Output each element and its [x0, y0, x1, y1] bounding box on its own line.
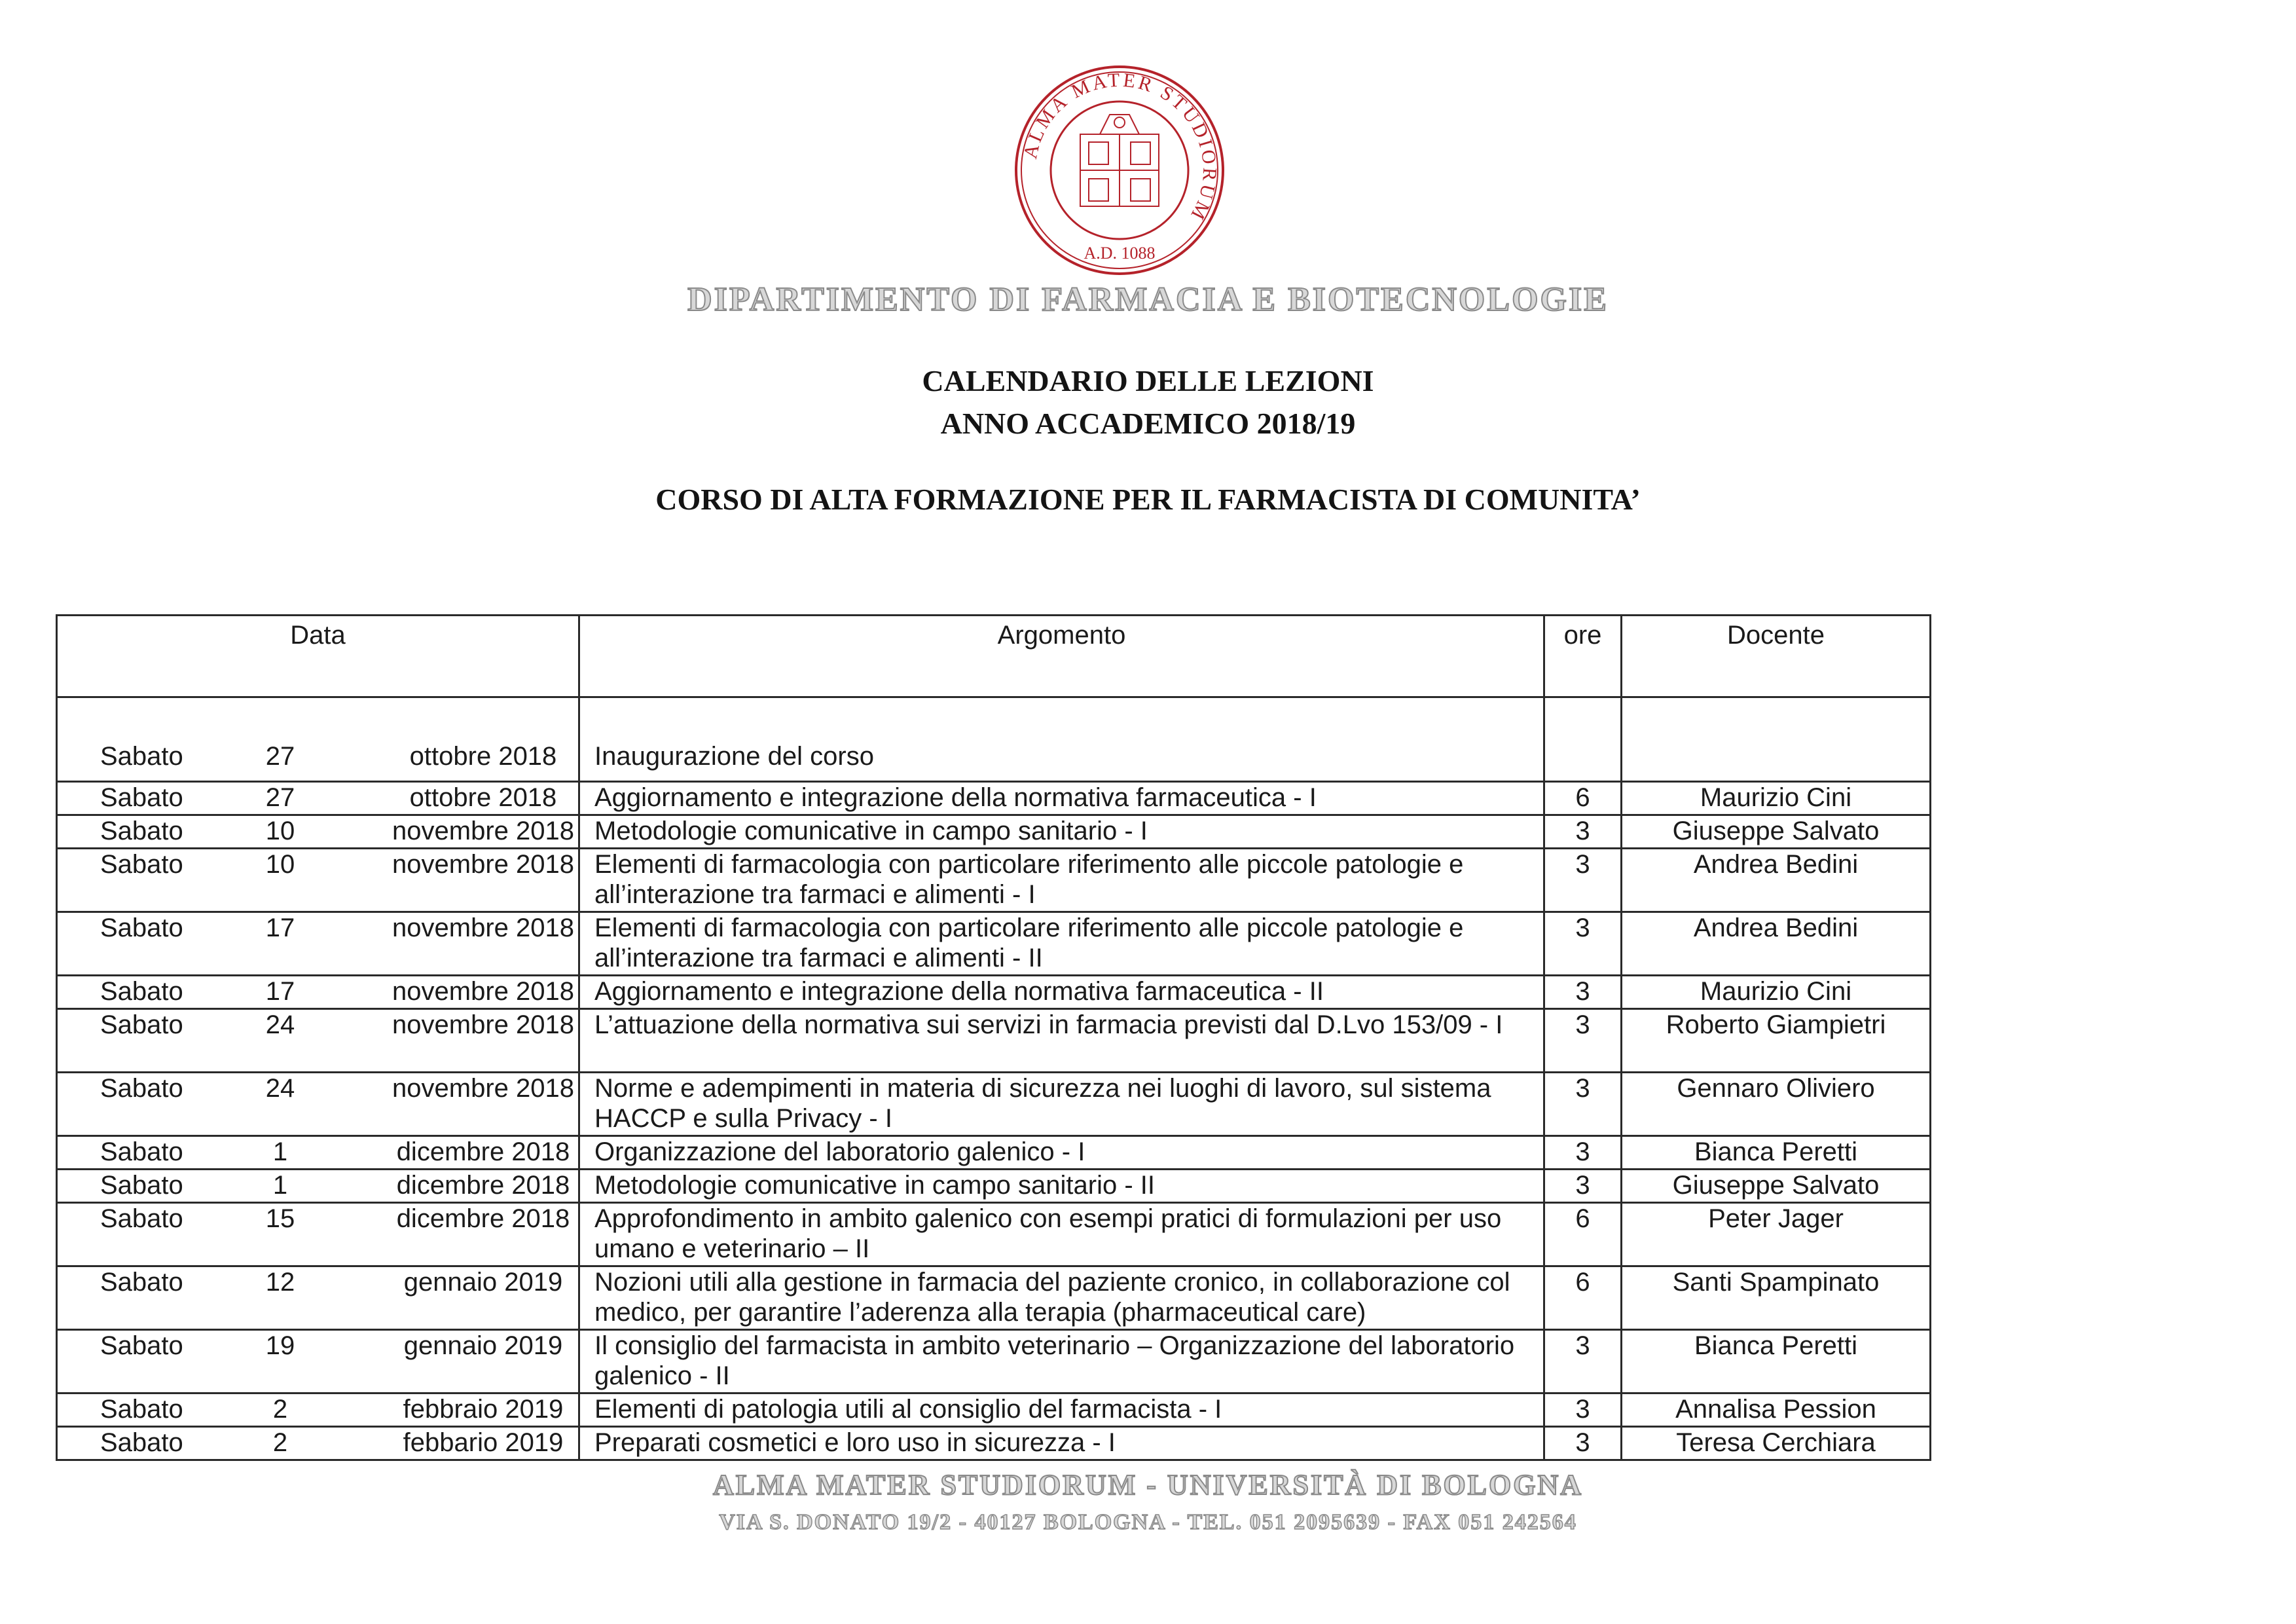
- day-number: 27: [265, 783, 295, 812]
- ore-cell: 3: [1544, 976, 1622, 1009]
- docente-cell: Giuseppe Salvato: [1622, 815, 1931, 849]
- table-row: [57, 1330, 1931, 1393]
- docente-cell: Andrea Bedini: [1622, 849, 1931, 912]
- header-ore: ore: [1544, 616, 1622, 697]
- ore-cell: 3: [1544, 815, 1622, 849]
- table-row: [57, 1136, 1931, 1170]
- month-year: novembre 2018: [392, 1010, 574, 1039]
- date-cell: [57, 1170, 579, 1203]
- docente-cell: Peter Jager: [1622, 1203, 1931, 1266]
- table-row: [57, 849, 1931, 912]
- academic-year: ANNO ACCADEMICO 2018/19: [940, 407, 1356, 440]
- table-row: [57, 1393, 1931, 1427]
- table-row: [57, 1427, 1931, 1460]
- day-number: 1: [272, 1137, 288, 1166]
- weekday: Sabato: [100, 977, 183, 1006]
- month-year: novembre 2018: [392, 817, 574, 845]
- table-row: [57, 1170, 1931, 1203]
- day-number: 17: [265, 913, 295, 942]
- argomento-cell: Il consiglio del farmacista in ambito veterinario – Organizzazione del laboratorio galenico - II: [579, 1330, 1544, 1393]
- day-number: 15: [265, 1204, 295, 1233]
- table-row: [57, 912, 1931, 976]
- date-cell: [57, 1136, 579, 1170]
- ore-cell: 3: [1544, 1073, 1622, 1136]
- ore-cell: 6: [1544, 782, 1622, 815]
- argomento-cell: L’attuazione della normativa sui servizi in farmacia previsti dal D.Lvo 153/09 - I: [579, 1009, 1544, 1073]
- date-cell: [57, 1393, 579, 1427]
- ore-cell: 3: [1544, 1136, 1622, 1170]
- ore-cell: 3: [1544, 1009, 1622, 1073]
- day-number: 27: [265, 742, 295, 771]
- argomento-cell: Elementi di patologia utili al consiglio del farmacista - I: [579, 1393, 1544, 1427]
- day-number: 10: [265, 850, 295, 879]
- weekday: Sabato: [100, 1171, 183, 1200]
- docente-cell: Bianca Peretti: [1622, 1136, 1931, 1170]
- argomento-cell: Preparati cosmetici e loro uso in sicurezza - I: [579, 1427, 1544, 1460]
- argomento-cell: Approfondimento in ambito galenico con esempi pratici di formulazioni per uso umano e veterinario – II: [579, 1203, 1544, 1266]
- date-cell: [57, 1266, 579, 1330]
- month-year: novembre 2018: [392, 913, 574, 942]
- ore-cell: [1544, 697, 1622, 782]
- day-number: 17: [265, 977, 295, 1006]
- date-cell: [57, 912, 579, 976]
- table-row: [57, 815, 1931, 849]
- day-number: 2: [272, 1428, 288, 1457]
- month-year: ottobre 2018: [409, 742, 557, 771]
- date-cell: [57, 1073, 579, 1136]
- day-number: 12: [265, 1268, 295, 1297]
- date-cell: [57, 1330, 579, 1393]
- docente-cell: Maurizio Cini: [1622, 976, 1931, 1009]
- argomento-cell: Organizzazione del laboratorio galenico - I: [579, 1136, 1544, 1170]
- docente-cell: Annalisa Pession: [1622, 1393, 1931, 1427]
- table-row: [57, 782, 1931, 815]
- table-row: [57, 1073, 1931, 1136]
- table-row: [57, 697, 1931, 782]
- footer-university: ALMA MATER STUDIORUM - UNIVERSITÀ DI BOLOGNA: [712, 1469, 1584, 1501]
- month-year: gennaio 2019: [403, 1268, 563, 1297]
- svg-text:ALMA MATER STUDIORUM: ALMA MATER STUDIORUM: [1019, 69, 1221, 225]
- day-number: 2: [272, 1395, 288, 1424]
- day-number: 24: [265, 1010, 295, 1039]
- weekday: Sabato: [100, 1428, 183, 1457]
- docente-cell: [1622, 697, 1931, 782]
- day-number: 10: [265, 817, 295, 845]
- header-argomento: Argomento: [579, 616, 1544, 697]
- month-year: dicembre 2018: [396, 1137, 570, 1166]
- weekday: Sabato: [100, 1268, 183, 1297]
- docente-cell: Roberto Giampietri: [1622, 1009, 1931, 1073]
- date-cell: [57, 976, 579, 1009]
- month-year: dicembre 2018: [396, 1204, 570, 1233]
- lesson-schedule-table: [56, 614, 1931, 1461]
- date-cell: [57, 815, 579, 849]
- weekday: Sabato: [100, 1331, 183, 1360]
- ore-cell: 3: [1544, 912, 1622, 976]
- header-docente: Docente: [1622, 616, 1931, 697]
- docente-cell: Gennaro Oliviero: [1622, 1073, 1931, 1136]
- docente-cell: Andrea Bedini: [1622, 912, 1931, 976]
- argomento-cell: Norme e adempimenti in materia di sicurezza nei luoghi di lavoro, sul sistema HACCP e sulla Privacy - I: [579, 1073, 1544, 1136]
- weekday: Sabato: [100, 1395, 183, 1424]
- argomento-cell: Elementi di farmacologia con particolare riferimento alle piccole patologie e all’interazione tra farmaci e alimenti - II: [579, 912, 1544, 976]
- weekday: Sabato: [100, 783, 183, 812]
- header-data: Data: [57, 616, 579, 697]
- ore-cell: 3: [1544, 1330, 1622, 1393]
- weekday: Sabato: [100, 742, 183, 771]
- month-year: gennaio 2019: [403, 1331, 563, 1360]
- docente-cell: Teresa Cerchiara: [1622, 1427, 1931, 1460]
- date-cell: [57, 1009, 579, 1073]
- argomento-cell: Nozioni utili alla gestione in farmacia del paziente cronico, in collaborazione col medico, per garantire l’aderenza alla terapia (pharmaceutical care): [579, 1266, 1544, 1330]
- ore-cell: 3: [1544, 1393, 1622, 1427]
- weekday: Sabato: [100, 1010, 183, 1039]
- weekday: Sabato: [100, 913, 183, 942]
- argomento-cell: Metodologie comunicative in campo sanitario - II: [579, 1170, 1544, 1203]
- table-row: [57, 1266, 1931, 1330]
- argomento-cell: Aggiornamento e integrazione della normativa farmaceutica - II: [579, 976, 1544, 1009]
- calendar-title: CALENDARIO DELLE LEZIONI: [922, 364, 1374, 397]
- date-cell: [57, 782, 579, 815]
- department-name: DIPARTIMENTO DI FARMACIA E BIOTECNOLOGIE: [687, 281, 1609, 318]
- month-year: novembre 2018: [392, 977, 574, 1006]
- month-year: novembre 2018: [392, 850, 574, 879]
- date-cell: [57, 1203, 579, 1266]
- month-year: febbario 2019: [403, 1428, 564, 1457]
- docente-cell: Santi Spampinato: [1622, 1266, 1931, 1330]
- course-title: CORSO DI ALTA FORMAZIONE PER IL FARMACISTA DI COMUNITA’: [655, 483, 1641, 516]
- month-year: febbraio 2019: [403, 1395, 564, 1424]
- month-year: novembre 2018: [392, 1074, 574, 1103]
- day-number: 19: [265, 1331, 295, 1360]
- footer-address: VIA S. DONATO 19/2 - 40127 BOLOGNA - TEL. 051 2095639 - FAX 051 242564: [719, 1510, 1577, 1534]
- ore-cell: 3: [1544, 849, 1622, 912]
- weekday: Sabato: [100, 1074, 183, 1103]
- university-seal-logo: [1011, 62, 1228, 278]
- docente-cell: Bianca Peretti: [1622, 1330, 1931, 1393]
- docente-cell: Giuseppe Salvato: [1622, 1170, 1931, 1203]
- argomento-cell: Inaugurazione del corso: [579, 697, 1544, 782]
- date-cell: [57, 697, 579, 782]
- ore-cell: 3: [1544, 1427, 1622, 1460]
- month-year: ottobre 2018: [409, 783, 557, 812]
- svg-text:A.D. 1088: A.D. 1088: [1084, 244, 1156, 263]
- weekday: Sabato: [100, 817, 183, 845]
- docente-cell: Maurizio Cini: [1622, 782, 1931, 815]
- weekday: Sabato: [100, 1137, 183, 1166]
- ore-cell: 6: [1544, 1266, 1622, 1330]
- table-row: [57, 976, 1931, 1009]
- argomento-cell: Aggiornamento e integrazione della normativa farmaceutica - I: [579, 782, 1544, 815]
- month-year: dicembre 2018: [396, 1171, 570, 1200]
- table-row: [57, 1009, 1931, 1073]
- date-cell: [57, 1427, 579, 1460]
- day-number: 24: [265, 1074, 295, 1103]
- ore-cell: 3: [1544, 1170, 1622, 1203]
- argomento-cell: Metodologie comunicative in campo sanitario - I: [579, 815, 1544, 849]
- date-cell: [57, 849, 579, 912]
- table-header-row: [57, 616, 1931, 697]
- argomento-cell: Elementi di farmacologia con particolare riferimento alle piccole patologie e all’interazione tra farmaci e alimenti - I: [579, 849, 1544, 912]
- weekday: Sabato: [100, 1204, 183, 1233]
- ore-cell: 6: [1544, 1203, 1622, 1266]
- day-number: 1: [272, 1171, 288, 1200]
- weekday: Sabato: [100, 850, 183, 879]
- table-row: [57, 1203, 1931, 1266]
